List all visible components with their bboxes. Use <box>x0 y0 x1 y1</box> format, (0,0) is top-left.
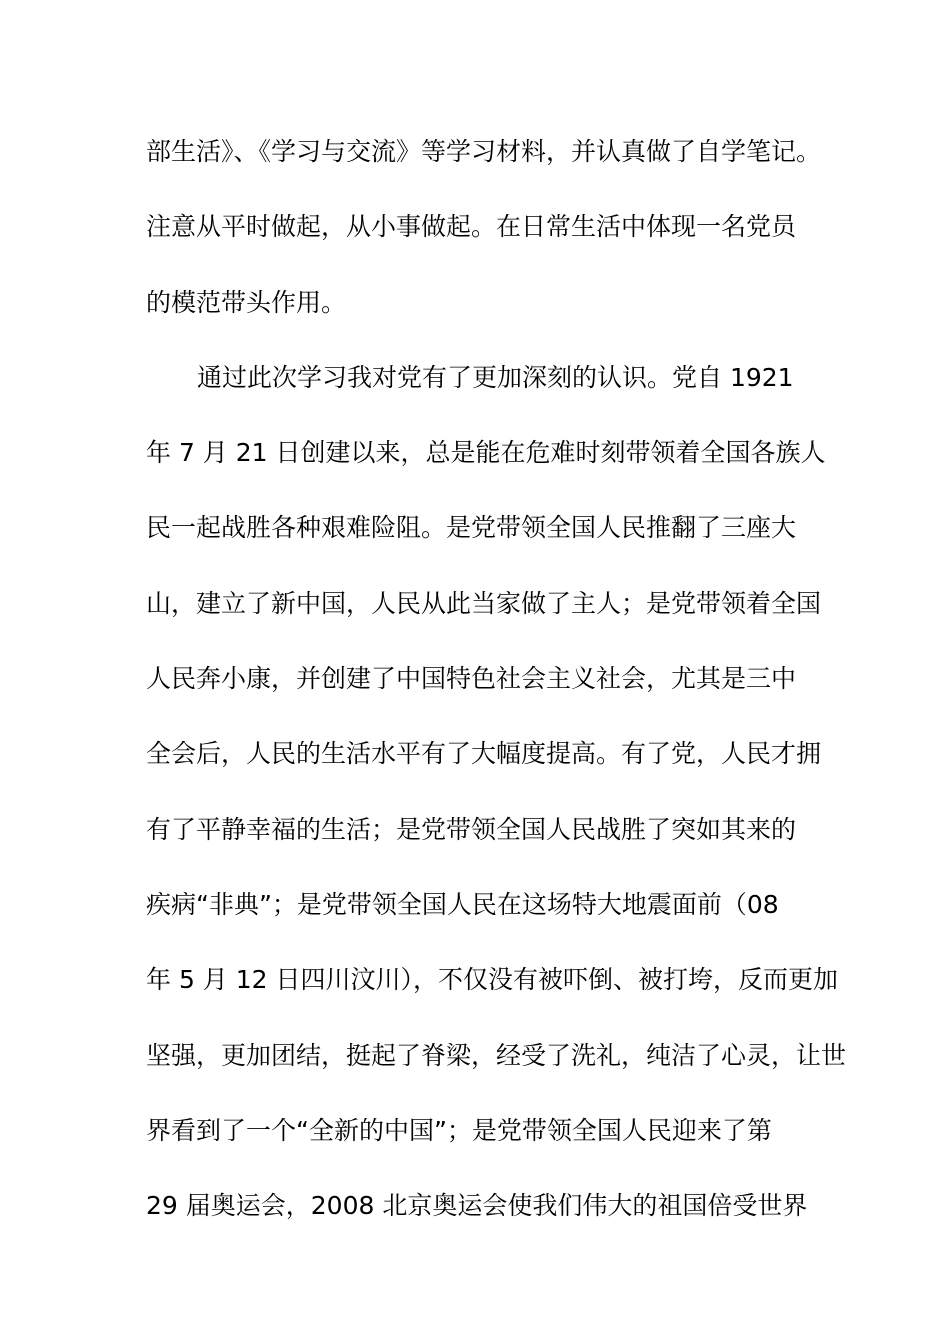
document-body <box>146 125 847 1254</box>
text-line: 注意从平时做起，从小事做起。在日常生活中体现一名党员 <box>146 212 797 242</box>
paragraph-first-line: 通过此次学习我对党有了更加深刻的认识。党自 1921 <box>197 362 794 392</box>
text-line: 民一起战胜各种艰难险阻。是党带领全国人民推翻了三座大 <box>146 513 797 543</box>
text-line: 有了平静幸福的生活；是党带领全国人民战胜了突如其来的 <box>146 814 797 844</box>
text-line: 坚强，更加团结，挺起了脊梁，经受了洗礼，纯洁了心灵，让世 <box>146 1040 847 1070</box>
text-line: 全会后，人民的生活水平有了大幅度提高。有了党，人民才拥 <box>146 739 822 769</box>
text-line: 山，建立了新中国，人民从此当家做了主人；是党带领着全国 <box>146 588 822 618</box>
text-line: 部生活》、《学习与交流》等学习材料，并认真做了自学笔记。 <box>146 137 822 166</box>
text-line: 年 7 月 21 日创建以来，总是能在危难时刻带领着全国各族人 <box>146 438 826 468</box>
text-line: 界看到了一个“全新的中国”；是党带领全国人民迎来了第 <box>146 1115 772 1145</box>
text-line: 年 5 月 12 日四川汶川），不仅没有被吓倒、被打垮，反而更加 <box>146 965 839 995</box>
text-line: 疾病“非典”；是党带领全国人民在这场特大地震面前（08 <box>146 889 779 919</box>
text-line: 的模范带头作用。 <box>146 287 347 317</box>
text-line: 29 届奥运会，2008 北京奥运会使我们伟大的祖国倍受世界 <box>146 1191 808 1221</box>
text-line: 人民奔小康，并创建了中国特色社会主义社会，尤其是三中 <box>146 664 797 694</box>
